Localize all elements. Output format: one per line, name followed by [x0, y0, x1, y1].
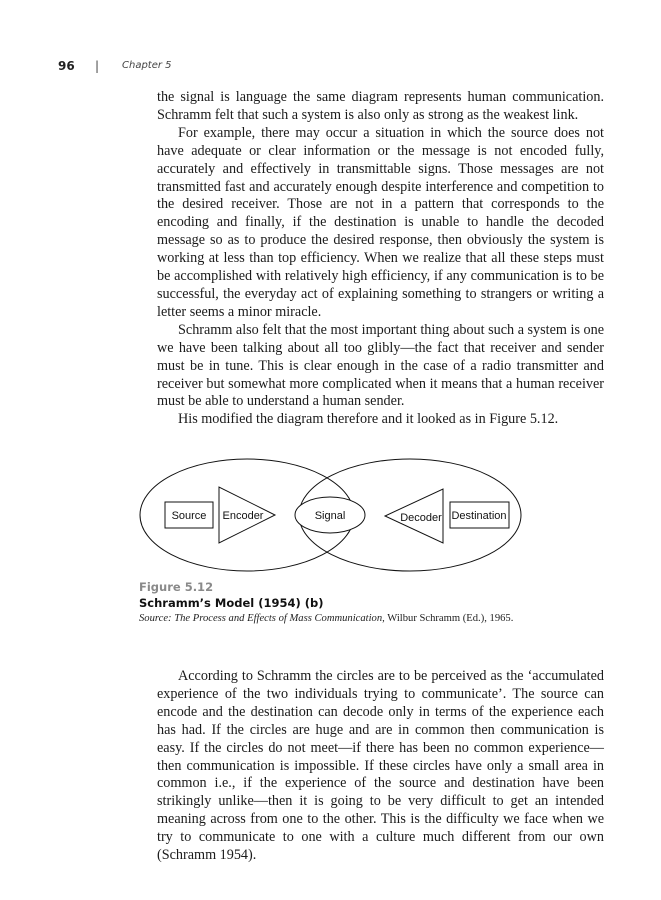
source-details: Wilbur Schramm (Ed.), 1965.: [387, 613, 514, 624]
body-text-top: [157, 89, 604, 429]
body-text-bottom: [157, 668, 604, 865]
figure-title: Schramm’s Model (1954) (b): [139, 596, 324, 610]
page-number: 96: [58, 59, 75, 73]
header-separator: |: [95, 59, 100, 73]
encoder-label: Encoder: [222, 510, 264, 522]
schramm-model-diagram: [139, 458, 524, 572]
source-work-title: The Process and Effects of Mass Communication,: [174, 613, 385, 624]
paragraph: According to Schramm the circles are to be perceived as the ‘accumulated experience of the two individuals trying to communicate’. The source can encode and the destination can decode only in terms of the experience each has had. If the circles are huge and are in common then communication is easy. If the circles do not meet—if there has been no common experience—then communication is impossible. If these circles have only a small area in common i.e., if the experience of the source and destination have been strikingly unlike—then it is going to be very difficult to get an intended meaning across from one to the other. This is the difficulty we face when we try to communicate to one with a culture much different from our own (Schramm 1954).: [157, 668, 604, 864]
figure-caption: [139, 579, 609, 627]
decoder-label: Decoder: [400, 512, 442, 524]
diagram-svg: [139, 458, 524, 572]
paragraph: For example, there may occur a situation in which the source does not have adequate or clear information or the message is not encoded fully, accurately and effectively in transmittable signs. Those messages are not transmitted fast and accurately enough despite interference and competition to the desired receiver. Those are not in a pattern that corresponds to the encoding and finally, if the destination is unable to handle the decoded message so as to produce the desired response, then obviously the system is working at less than top efficiency. When we realize that all these steps must be accomplished with relatively high efficiency, if any communication is to be successful, the everyday act of explaining something to strangers or writing a letter seems a minor miracle.: [157, 124, 604, 320]
signal-label: Signal: [314, 510, 346, 522]
chapter-label: Chapter 5: [122, 60, 172, 71]
paragraph: His modified the diagram therefore and it looked as in Figure 5.12.: [178, 411, 559, 428]
figure-label: Figure 5.12: [139, 580, 214, 594]
source-prefix: Source:: [139, 613, 172, 624]
figure-source: [139, 611, 609, 627]
source-label: Source: [171, 510, 207, 522]
paragraph: the signal is language the same diagram represents human communication. Schramm felt that such a system is also only as strong as the weakest link.: [157, 89, 604, 123]
destination-label: Destination: [451, 510, 507, 522]
paragraph: Schramm also felt that the most important thing about such a system is one we have been talking about all too glibly—the fact that receiver and sender must be in tune. This is clear enough in the case of a radio transmitter and receiver but somewhat more complicated when it means that a human receiver must be able to understand a human sender.: [157, 321, 604, 410]
